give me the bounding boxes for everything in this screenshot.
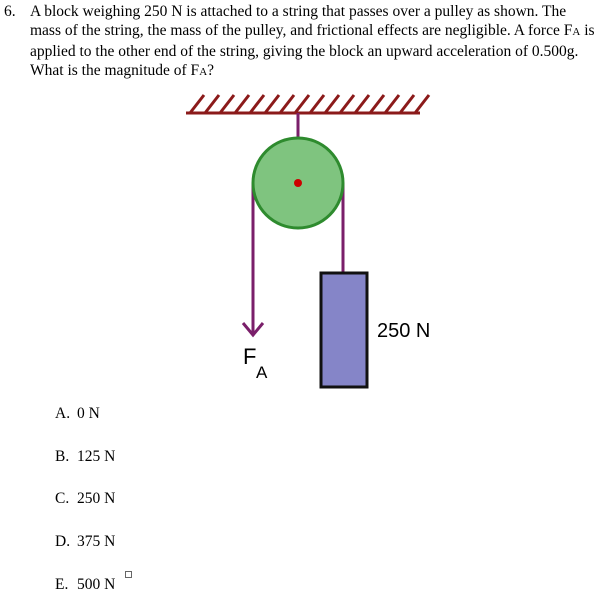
choice-c[interactable] <box>55 490 115 508</box>
ceiling-hatch-mark <box>265 95 279 113</box>
choice-text: 375 N <box>77 533 116 550</box>
ceiling-hatch-mark <box>205 95 219 113</box>
ceiling-hatch-mark <box>370 95 384 113</box>
ceiling <box>186 95 429 113</box>
question-text-part-1: A block weighing 250 N is attached to a string that passes over a pulley as shown. The mass of the string, the mass of the pulley, and frictional effects are negligible. A force F <box>30 3 573 39</box>
ceiling-hatch <box>190 95 429 113</box>
choice-letter: D. <box>55 533 71 550</box>
choice-d[interactable] <box>55 533 115 551</box>
question-text-end: ? <box>207 62 215 79</box>
subscript-a-2: A <box>199 66 208 78</box>
ceiling-hatch-mark <box>415 95 429 113</box>
block <box>321 273 367 387</box>
choice-text: 500 N <box>77 576 116 593</box>
pulley-axle <box>294 179 302 187</box>
ceiling-hatch-mark <box>340 95 354 113</box>
ceiling-hatch-mark <box>355 95 369 113</box>
ceiling-hatch-mark <box>280 95 294 113</box>
choice-letter: E. <box>55 576 69 593</box>
question-text-part-2: is applied to the other end of the string, giving the block an upward acceleration of 0.500g. What is the magnitude of F <box>30 22 595 79</box>
checkbox-marker <box>125 571 132 578</box>
choice-e[interactable] <box>55 576 115 594</box>
choice-letter: A. <box>55 405 71 422</box>
ceiling-hatch-mark <box>400 95 414 113</box>
force-label: F <box>243 344 257 369</box>
ceiling-hatch-mark <box>310 95 324 113</box>
ceiling-hatch-mark <box>385 95 399 113</box>
choice-letter: C. <box>55 490 70 507</box>
choice-text: 250 N <box>77 490 116 507</box>
question-number: 6. <box>4 3 16 20</box>
choice-text: 125 N <box>77 448 116 465</box>
ceiling-hatch-mark <box>235 95 249 113</box>
ceiling-hatch-mark <box>190 95 204 113</box>
force-label-subscript: A <box>256 363 268 382</box>
choice-letter: B. <box>55 448 70 465</box>
subscript-a-1: A <box>572 26 581 38</box>
choice-b[interactable] <box>55 448 115 466</box>
ceiling-hatch-mark <box>220 95 234 113</box>
ceiling-hatch-mark <box>325 95 339 113</box>
choice-a[interactable] <box>55 405 100 423</box>
block-weight-label: 250 N <box>377 320 431 342</box>
ceiling-hatch-mark <box>295 95 309 113</box>
ceiling-hatch-mark <box>250 95 264 113</box>
choice-text: 0 N <box>77 405 100 422</box>
